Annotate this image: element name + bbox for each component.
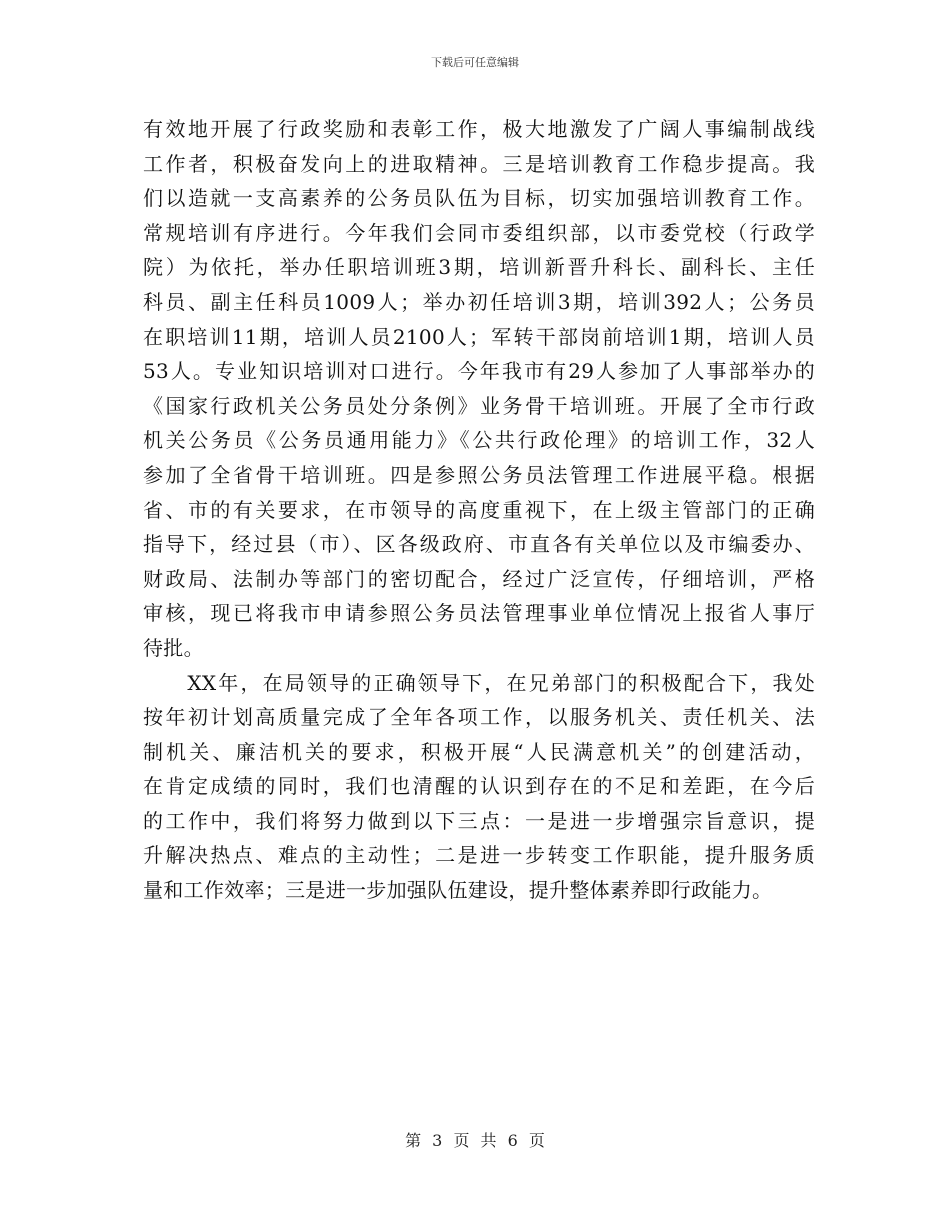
text-line: 工作者，积极奋发向上的进取精神。三是培训教育工作稳步提高。我 (143, 151, 815, 176)
text-line: 院）为依托，举办任职培训班3期，培训新晋升科长、副科长、主任 (143, 255, 815, 280)
text-line: 制机关、廉洁机关的要求，积极开展“人民满意机关”的创建活动， (143, 739, 815, 764)
text-line: XX年，在局领导的正确领导下，在兄弟部门的积极配合下，我处 (143, 670, 815, 695)
page-number: 第 3 页 共 6 页 (405, 1131, 545, 1150)
paragraph-2 (143, 666, 815, 908)
text-line: 参加了全省骨干培训班。四是参照公务员法管理工作进展平稳。根据 (143, 462, 815, 487)
text-line: 们以造就一支高素养的公务员队伍为目标，切实加强培训教育工作。 (143, 186, 815, 211)
text-line: 待批。 (143, 635, 204, 660)
text-line: 常规培训有序进行。今年我们会同市委组织部，以市委党校（行政学 (143, 220, 815, 245)
paragraph-1 (143, 112, 815, 666)
text-line: 指导下，经过县（市）、区各级政府、市直各有关单位以及市编委办、 (143, 532, 815, 557)
text-line: 审核，现已将我市申请参照公务员法管理事业单位情况上报省人事厅 (143, 601, 815, 626)
page-header: 下载后可任意编辑 (431, 56, 519, 69)
text-line: 有效地开展了行政奖励和表彰工作，极大地激发了广阔人事编制战线 (143, 117, 815, 141)
text-line: 财政局、法制办等部门的密切配合，经过广泛宣传，仔细培训，严格 (143, 566, 815, 591)
text-line: 53人。专业知识培训对口进行。今年我市有29人参加了人事部举办的 (143, 359, 815, 384)
text-line: 科员、副主任科员1009人；举办初任培训3期，培训392人；公务员 (143, 289, 815, 314)
text-line: 升解决热点、难点的主动性；二是进一步转变工作职能，提升服务质 (143, 843, 815, 868)
text-line: 在职培训11期，培训人员2100人；军转干部岗前培训1期，培训人员 (143, 324, 815, 349)
text-line: 机关公务员《公务员通用能力》《公共行政伦理》的培训工作，32人 (143, 428, 815, 453)
text-line: 《国家行政机关公务员处分条例》业务骨干培训班。开展了全市行政 (143, 393, 815, 418)
text-line: 在肯定成绩的同时，我们也清醒的认识到存在的不足和差距，在今后 (143, 774, 815, 799)
text-line: 的工作中，我们将努力做到以下三点：一是进一步增强宗旨意识，提 (143, 808, 815, 833)
text-line: 按年初计划高质量完成了全年各项工作，以服务机关、责任机关、法 (143, 705, 815, 730)
document-body (143, 112, 815, 908)
text-line: 量和工作效率；三是进一步加强队伍建设，提升整体素养即行政能力。 (143, 878, 773, 903)
text-line: 省、市的有关要求，在市领导的高度重视下，在上级主管部门的正确 (143, 497, 815, 522)
